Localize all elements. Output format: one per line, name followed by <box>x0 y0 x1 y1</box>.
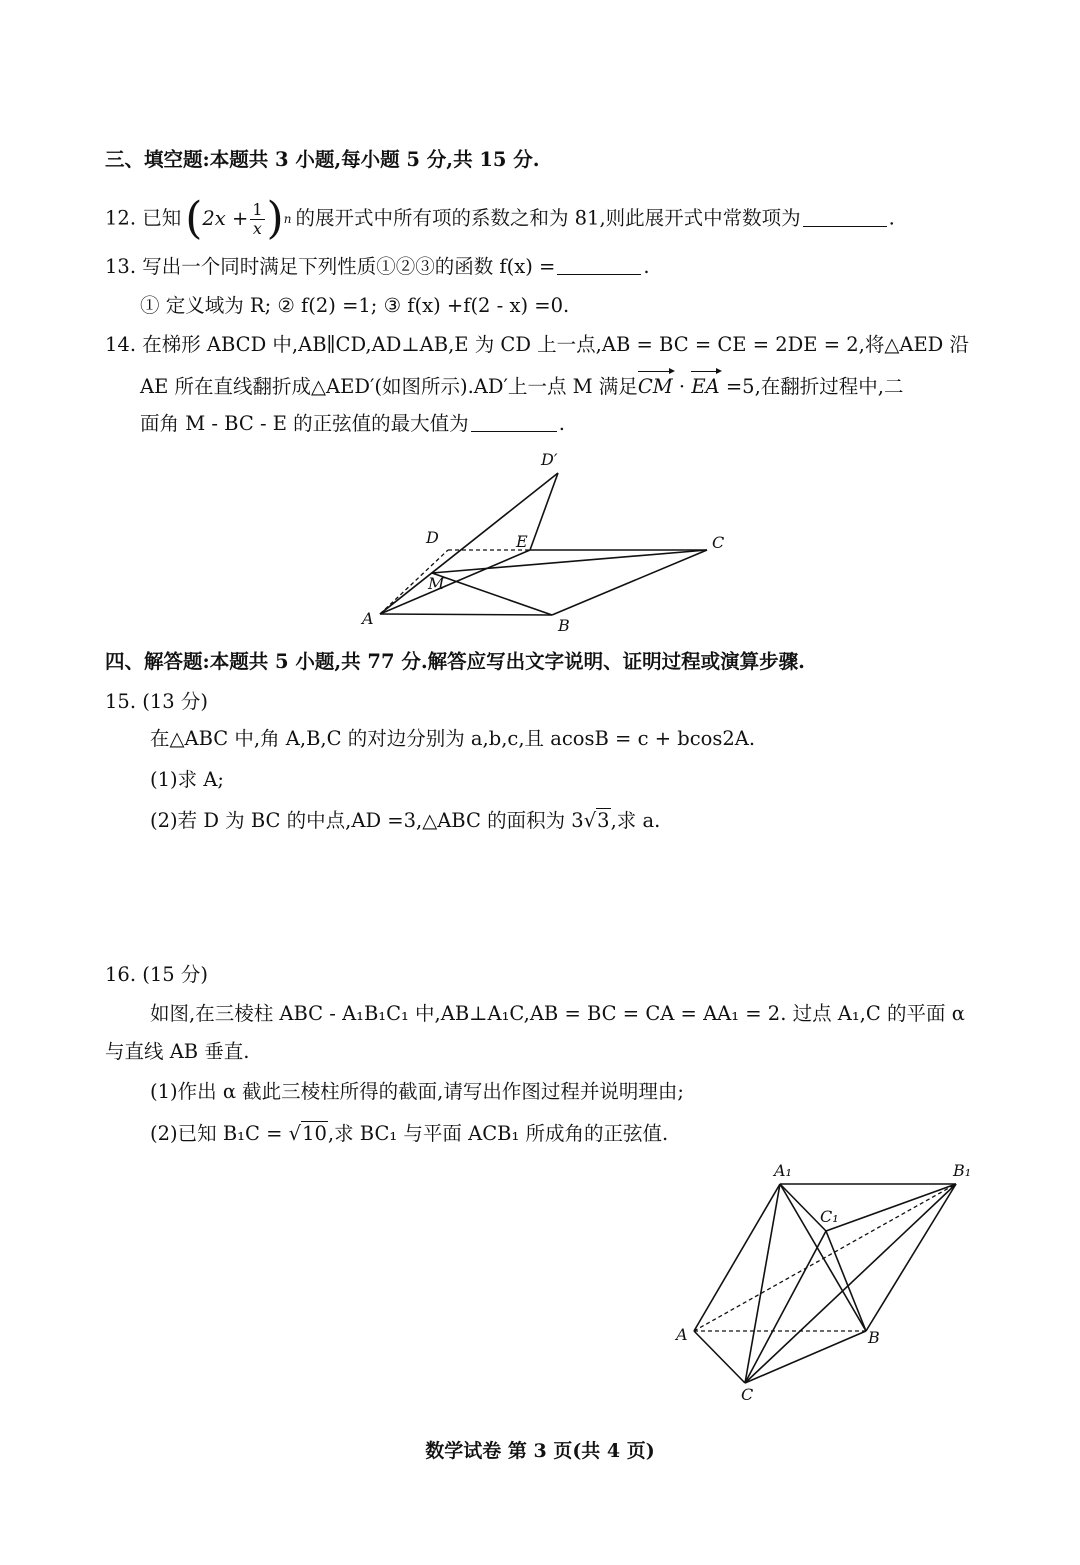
q15-stem: 在△ABC 中,角 A,B,C 的对边分别为 a,b,c,且 acosB = c + bcos2A. <box>150 727 756 750</box>
label-b: B <box>558 616 570 635</box>
vector-cm: CM <box>638 370 673 402</box>
q12-expr-lead: 2x + <box>202 207 249 230</box>
q14-line-3: 面角 M - BC - E 的正弦值的最大值为 . <box>140 412 565 435</box>
edge-c1-b1 <box>826 1184 956 1231</box>
q13-text: 13. 写出一个同时满足下列性质①②③的函数 f(x) = <box>105 255 556 278</box>
label-d: D <box>426 528 439 547</box>
q12-prefix: 12. 已知 <box>105 206 182 230</box>
label-c: C <box>712 533 725 552</box>
edge-b1-b <box>866 1184 956 1331</box>
q14-figure <box>350 440 740 640</box>
edge-a-b <box>380 614 552 615</box>
q15-part-1: (1)求 A; <box>150 768 224 791</box>
vector-ea: EA <box>691 370 719 402</box>
edge-b1-c <box>745 1184 956 1383</box>
label-c-16: C <box>741 1385 754 1404</box>
section-3-heading: 三、填空题:本题共 3 小题,每小题 5 分,共 15 分. <box>105 148 540 171</box>
q16-stem-1: 如图,在三棱柱 ABC - A₁B₁C₁ 中,AB⊥A₁C,AB = BC = CA = AA₁ = 2. 过点 A₁,C 的平面 α <box>150 1002 965 1025</box>
q16-part-2: (2)已知 B₁C = √10,求 BC₁ 与平面 ACB₁ 所成角的正弦值. <box>150 1122 669 1145</box>
edge-c-b <box>552 550 707 615</box>
section-4-heading: 四、解答题:本题共 5 小题,共 77 分.解答应写出文字说明、证明过程或演算步骤. <box>105 650 805 673</box>
label-e: E <box>516 532 528 551</box>
q16-title: 16. (15 分) <box>105 963 208 986</box>
q12-fraction: $\frac{1}{x}$ <box>252 199 263 238</box>
q16-stem-2: 与直线 AB 垂直. <box>105 1040 250 1063</box>
q14-answer-blank[interactable] <box>471 429 557 432</box>
q14-line-2: AE 所在直线翻折成△AED′(如图所示).AD′上一点 M 满足CM · EA =5,在翻折过程中,二 <box>140 370 903 402</box>
question-12: 12. 已知 ( 2x + $\frac{1}{x}$ ) n 的展开式中所有项的系数之和为 81,则此展开式中常数项为 . <box>105 193 895 244</box>
label-c1: C₁ <box>820 1207 839 1226</box>
q13-properties: ① 定义域为 R; ② f(2) =1; ③ f(x) +f(2 - x) =0. <box>140 294 570 317</box>
q15-sqrt: 3 <box>597 809 610 832</box>
q16-figure <box>670 1155 990 1405</box>
question-13: 13. 写出一个同时满足下列性质①②③的函数 f(x) = . <box>105 255 650 278</box>
edge-a-e <box>380 550 530 614</box>
edge-m-c <box>432 550 707 573</box>
edge-c-b <box>745 1331 866 1383</box>
edge-c1-c <box>745 1231 826 1383</box>
q16-sqrt: 10 <box>302 1122 327 1145</box>
label-a1: A₁ <box>774 1161 792 1180</box>
label-a-16: A <box>676 1325 688 1344</box>
q12-suffix: 的展开式中所有项的系数之和为 81,则此展开式中常数项为 <box>295 206 801 230</box>
page-footer: 数学试卷 第 3 页(共 4 页) <box>425 1440 655 1462</box>
label-b1: B₁ <box>953 1161 972 1180</box>
edge-a-dprime <box>380 473 558 614</box>
q15-title: 15. (13 分) <box>105 690 208 713</box>
q16-part-1: (1)作出 α 截此三棱柱所得的截面,请写出作图过程并说明理由; <box>150 1080 684 1103</box>
q14-line-1: 14. 在梯形 ABCD 中,AB∥CD,AD⊥AB,E 为 CD 上一点,AB = BC = CE = 2DE = 2,将△AED 沿 <box>105 333 970 356</box>
q12-exponent: n <box>283 212 292 226</box>
q12-answer-blank[interactable] <box>803 224 887 227</box>
edge-m-b <box>432 573 552 615</box>
edge-c1-b <box>826 1231 866 1331</box>
label-d-prime: D′ <box>541 450 558 469</box>
q15-part-2: (2)若 D 为 BC 的中点,AD =3,△ABC 的面积为 3√3,求 a. <box>150 809 661 832</box>
q13-answer-blank[interactable] <box>557 272 641 275</box>
label-a: A <box>362 609 374 628</box>
label-b-16: B <box>868 1328 880 1347</box>
edge-a-c <box>694 1331 745 1383</box>
q12-expression: ( 2x + $\frac{1}{x}$ ) n <box>185 193 292 244</box>
label-m: M <box>428 574 445 593</box>
